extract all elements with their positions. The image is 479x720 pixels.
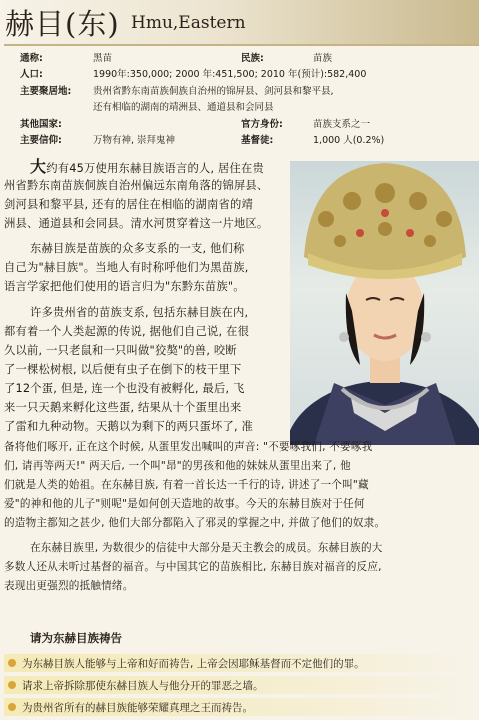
ethnicity-label: 民族:	[241, 53, 264, 64]
christians-value: 1,000 人(0.2%)	[313, 135, 385, 146]
region-value-line1: 贵州省黔东南苗族侗族自治州的锦屏县、剑河县和黎平县,	[93, 86, 334, 97]
woman-headdress-illustration	[290, 161, 479, 445]
info-table	[0, 49, 479, 149]
prayer-item-text: 为贵州省所有的赫目族能够荣耀真理之王而祷告。	[22, 702, 253, 714]
paragraph-4-line-2: 多数人还从未听过基督的福音。与中国其它的苗族相比, 东赫目族对福音的反应,	[4, 561, 382, 573]
paragraph-2-line-2: 自己为"赫目族"。当地人有时称呼他们为黑苗族,	[4, 261, 249, 274]
paragraph-3-line-9: 们, 请再等两天!" 两天后, 一个叫"昂"的男孩和他的妹妹从蛋里出来了, 他	[4, 460, 351, 472]
paragraph-3-line-10: 们就是人类的始祖。在东赫目族, 有着一首长达一千行的诗, 讲述了一个叫"藏	[4, 479, 369, 491]
paragraph-3-line-3: 久以前, 一只老鼠和一只叫做"狡獒"的兽, 咬断	[4, 344, 237, 357]
religion-label: 主要信仰:	[20, 135, 62, 146]
alt-name-label: 通称:	[20, 53, 43, 64]
official-status-label: 官方身份:	[241, 119, 283, 130]
portrait-photo	[290, 161, 479, 445]
region-label: 主要聚居地:	[20, 86, 72, 97]
prayer-item	[0, 654, 479, 672]
page-title-english: Hmu,Eastern	[131, 13, 246, 33]
paragraph-3-line-12: 的造物主都知之甚少, 他们大部分都陷入了邪灵的掌握之中, 并做了他们的奴隶。	[4, 517, 386, 529]
paragraph-4-line-3: 表现出更强烈的抵触情绪。	[4, 580, 134, 592]
paragraph-3-line-7: 了雷和九种动物。天鹅以为剩下的两只蛋坏了, 准	[4, 420, 254, 433]
paragraph-3-line-2: 都有着一个人类起源的传说, 据他们自己说, 在很	[4, 325, 250, 338]
population-value: 1990年:350,000; 2000 年:451,500; 2010 年(预计):582,400	[93, 69, 367, 80]
page-title: 赫目(东)	[5, 7, 120, 41]
paragraph-1-line-1: 大约有45万使用东赫目族语言的人, 居住在贵	[30, 157, 265, 176]
christians-label: 基督徒:	[241, 135, 274, 146]
paragraph-2-line-3: 语言学家把他们使用的语言归为"东黔东苗族"。	[4, 280, 245, 293]
prayer-item-text: 请求上帝拆除那使东赫目族人与他分开的罪恶之墙。	[22, 680, 264, 692]
paragraph-3-line-1: 许多贵州省的苗族支系, 包括东赫目族在内,	[30, 306, 249, 319]
paragraph-2-line-1: 东赫目族是苗族的众多支系的一支, 他们称	[30, 242, 245, 255]
prayer-item-text: 为东赫目族人能够与上帝和好而祷告, 上帝会因耶稣基督而不定他们的罪。	[22, 658, 365, 670]
prayer-item	[0, 676, 479, 694]
header-divider	[4, 44, 479, 46]
prayer-item	[0, 698, 479, 716]
other-countries-label: 其他国家:	[20, 119, 62, 130]
bullet-icon	[8, 659, 16, 667]
region-value-line2: 还有相临的湖南的靖洲县、通道县和会同县	[93, 102, 274, 113]
bullet-icon	[8, 703, 16, 711]
alt-name-value: 黑苗	[93, 53, 113, 64]
official-status-value: 苗族支系之一	[313, 119, 371, 130]
population-label: 人口:	[20, 69, 43, 80]
paragraph-3-line-11: 爱"的神和他的儿子"则呢"是如何创天造地的故事。今天的东赫目族对于任何	[4, 498, 365, 510]
paragraph-1-line-4: 洲县、通道县和会同县。清水河贯穿着这一片地区。	[4, 217, 269, 230]
paragraph-1-line-3: 剑河县和黎平县, 还有的居住在相临的湖南省的靖	[4, 198, 254, 211]
religion-value: 万物有神, 崇拜鬼神	[93, 135, 176, 146]
ethnicity-value: 苗族	[313, 53, 333, 64]
paragraph-3-line-6: 来一只天鹅来孵化这些蛋, 结果从十个蛋里出来	[4, 401, 242, 414]
paragraph-3-line-4: 了一棵松树根, 以后便有虫子在倒下的枝干里下	[4, 363, 242, 376]
paragraph-3-line-5: 了12个蛋, 但是, 连一个也没有被孵化, 最后, 飞	[4, 382, 245, 395]
paragraph-1-line-2: 州省黔东南苗族侗族自治州偏远东南角落的锦屏县、	[4, 179, 269, 192]
drop-cap: 大	[30, 157, 47, 176]
prayer-heading: 请为东赫目族祷告	[30, 631, 122, 645]
paragraph-4-line-1: 在东赫目族里, 为数很少的信徒中大部分是天主教会的成员。东赫目族的大	[30, 542, 383, 554]
paragraph-3-line-8: 备将他们啄开, 正在这个时候, 从蛋里发出喊叫的声音: "不要啄我们, 不要啄我	[4, 441, 373, 453]
bullet-icon	[8, 681, 16, 689]
